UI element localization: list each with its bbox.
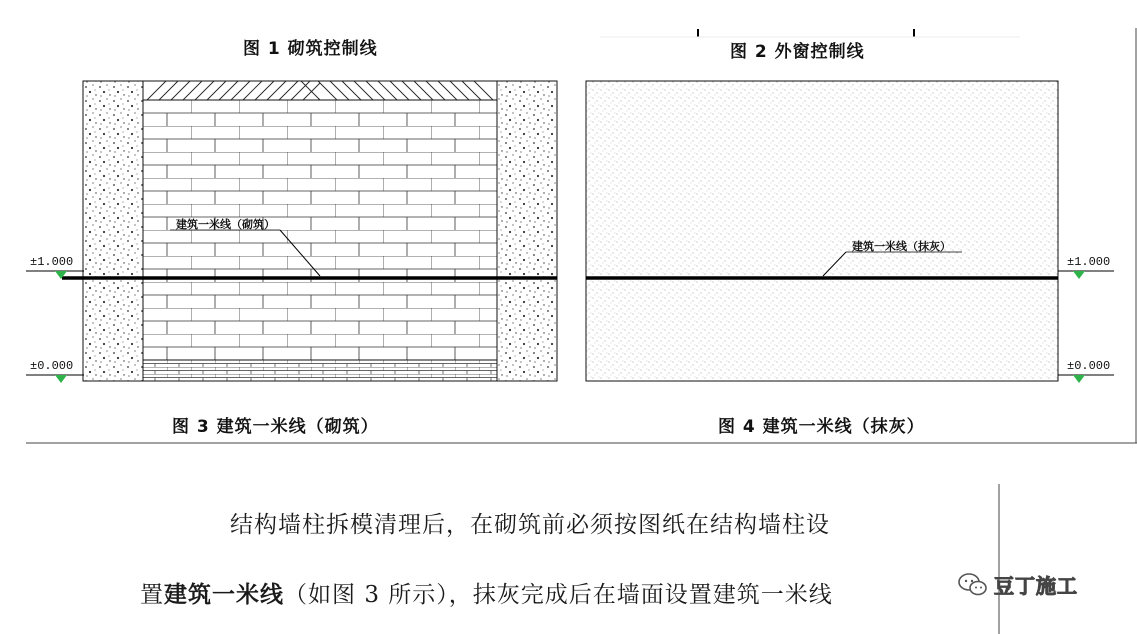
left-level-lower: ±0.000 — [30, 359, 74, 373]
paragraph-line-2-mid: （如图 — [284, 582, 365, 608]
figure-reference-number: 3 — [364, 582, 380, 608]
right-level-upper: ±1.000 — [1067, 255, 1111, 269]
watermark-text: 豆丁施工 — [994, 574, 1078, 598]
masonry-wall-drawing — [26, 81, 557, 383]
fig3-caption: 图 3 建筑一米线（砌筑） — [172, 417, 379, 437]
wechat-icon — [958, 572, 988, 598]
plaster-wall-drawing — [586, 81, 1114, 383]
emphasis-term: 建筑一米线 — [164, 581, 284, 608]
masonry-line-label: 建筑一米线（砌筑） — [176, 218, 275, 231]
right-level-lower: ±0.000 — [1067, 359, 1111, 373]
watermark — [958, 570, 1078, 599]
left-level-upper: ±1.000 — [30, 255, 74, 269]
fig2-caption: 图 2 外窗控制线 — [730, 42, 865, 62]
paragraph-line-2-post: 所示），抹灰完成后在墙面设置建筑一米线 — [379, 582, 833, 608]
paragraph-line-2-pre: 置 — [140, 582, 164, 608]
plaster-line-label: 建筑一米线（抹灰） — [852, 240, 951, 253]
fig4-caption: 图 4 建筑一米线（抹灰） — [718, 417, 925, 437]
paragraph-line-1: 结构墙柱拆模清理后，在砌筑前必须按图纸在结构墙柱设 — [230, 512, 830, 538]
fig1-caption: 图 1 砌筑控制线 — [243, 39, 378, 59]
paragraph-line-2 — [140, 576, 833, 609]
